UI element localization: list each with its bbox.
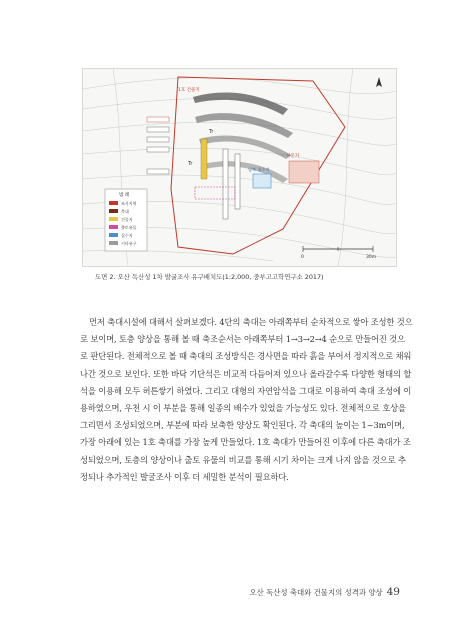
body-line: 로 보이며, 토층 양상을 통해 볼 때 축조순서는 아래쪽부터 1→3→2→4 순으로 만들어진 것으 bbox=[80, 334, 405, 345]
body-line: 가장 아래에 있는 1호 축대를 가장 높게 만들었다. 1호 축대가 만들어진 이후에 다른 축대가 조 bbox=[80, 437, 411, 448]
map-tag bbox=[147, 169, 169, 174]
legend-label: 건물지 bbox=[121, 217, 133, 222]
scale-end: 30m bbox=[366, 255, 377, 260]
legend-swatch bbox=[109, 225, 118, 229]
body-line: 로 판단된다. 전체적으로 볼 때 축대의 조성방식은 경사면을 따라 흙을 부어서 정지적으로 채워 bbox=[80, 351, 412, 362]
map-tag bbox=[147, 137, 169, 142]
figure-caption: 도면 2. 오산 독산성 1차 발굴조사 유구배치도(1:2,000, 중부고고학연구소 2017) bbox=[95, 273, 324, 281]
gate-block bbox=[289, 161, 319, 183]
body-line: 정되나 추가적인 발굴조사 이후 더 세밀한 분석이 필요하다. bbox=[80, 471, 289, 482]
site-plan-figure bbox=[82, 68, 397, 267]
legend-label: 출토유물 bbox=[121, 225, 137, 230]
legend-label: 기타유구 bbox=[121, 241, 137, 246]
structure-block bbox=[201, 139, 207, 179]
label-reservoir: 남쪽 집수지 bbox=[248, 167, 270, 172]
map-tag bbox=[147, 117, 169, 122]
structure-block bbox=[195, 187, 235, 199]
scale-zero: 0 bbox=[301, 255, 304, 260]
body-line: 나간 것으로 보인다. 또한 바닥 기단석은 비교적 다듬어져 있으나 올라갈수록 다양한 형태의 할 bbox=[80, 368, 412, 379]
label-terrace: Tr bbox=[188, 161, 193, 167]
legend-swatch bbox=[109, 233, 118, 237]
body-line: 용하였으며, 우천 시 이 부분을 통해 일종의 배수가 있었을 가능성도 있다. 전체적으로 호상을 bbox=[80, 403, 406, 414]
legend bbox=[105, 189, 147, 251]
legend-label: 집수지 bbox=[121, 233, 133, 238]
legend-swatch bbox=[109, 217, 118, 221]
structure-block bbox=[235, 154, 240, 209]
body-line: 석을 이용해 모두 허튼쌓기 하였다. 그리고 대형의 자연암석을 그대로 이용하여 축대 조성에 이 bbox=[80, 385, 412, 396]
legend-label: 축대 bbox=[121, 209, 129, 214]
running-title: 오산 독산성 축대와 건물지의 성격과 양상 bbox=[249, 588, 383, 597]
terrace-hatching bbox=[193, 93, 293, 183]
map-tag bbox=[147, 147, 169, 152]
site-plan-map bbox=[83, 69, 396, 266]
legend-swatch bbox=[109, 241, 118, 245]
body-paragraph bbox=[80, 314, 413, 486]
label-gate: 성문지 bbox=[286, 154, 300, 159]
page-number: 49 bbox=[386, 586, 400, 598]
body-line: 성되었으며, 토층의 양상이나 출토 유물의 비교를 통해 시기 차이는 크게 나지 않을 것으로 추 bbox=[80, 454, 406, 465]
north-arrow-icon bbox=[376, 77, 382, 87]
scale-bar bbox=[301, 246, 376, 260]
reservoir-block bbox=[253, 174, 271, 188]
legend-label: 조사지역 bbox=[121, 201, 137, 206]
body-line: 먼저 축대시설에 대해서 살펴보겠다. 4단의 축대는 아래쪽부터 순차적으로 쌓아 조성한 것으 bbox=[89, 317, 413, 327]
label-building: 1호 건물지 bbox=[178, 88, 200, 93]
label-terrace: Tr bbox=[209, 129, 214, 135]
legend-swatch bbox=[109, 201, 118, 205]
map-tag bbox=[147, 127, 169, 132]
page-footer bbox=[250, 586, 401, 598]
body-line: 그리면서 조성되었으며, 부분에 따라 보축한 양상도 확인된다. 각 축대의 높이는 1~3m이며, bbox=[80, 420, 405, 431]
legend-title: 범 례 bbox=[119, 193, 130, 198]
legend-swatch bbox=[109, 209, 118, 213]
structure-block bbox=[223, 149, 228, 219]
